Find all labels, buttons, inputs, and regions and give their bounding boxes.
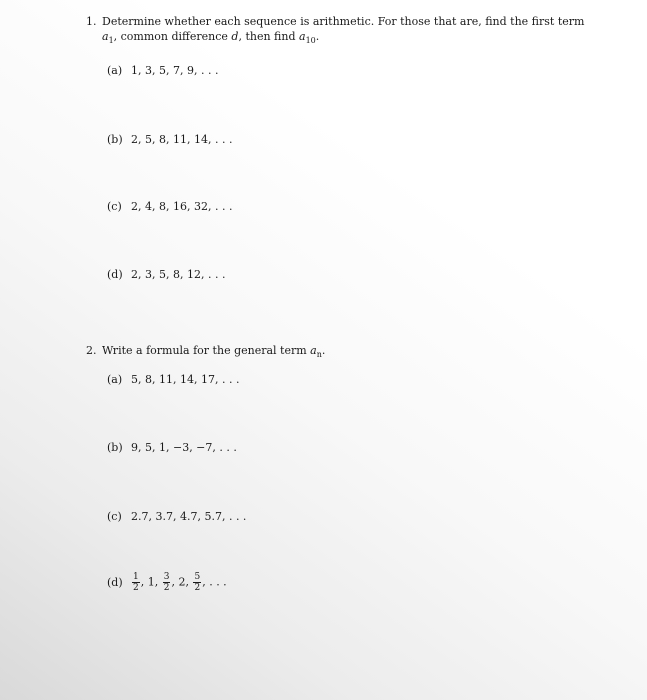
question-1-text-line2: $a_1$, common difference d, then find $a_{10}$.: [102, 30, 320, 45]
question-2-number: 2.: [86, 344, 97, 357]
part-sequence: 9, 5, 1, −3, −7, . . .: [131, 441, 237, 454]
fraction-three-halves: $\frac{3}{2}$: [163, 572, 170, 593]
question-2-part-d: (d) $\frac{1}{2}$ , 1, $\frac{3}{2}$ , 2, $\frac{5}{2}$ , . . .: [107, 572, 227, 593]
question-2-text: Write a formula for the general term: [102, 344, 311, 357]
question-1-text-line1: Determine whether each sequence is arithmetic. For those that are, find the first term: [102, 15, 585, 28]
part-sequence: 2, 4, 8, 16, 32, . . .: [131, 200, 233, 213]
part-label: (c): [107, 510, 122, 523]
fraction-five-halves: $\frac{5}{2}$: [194, 572, 201, 593]
part-sequence: 1, 3, 5, 7, 9, . . .: [131, 64, 219, 77]
question-1-part-c: [107, 200, 232, 213]
question-2-part-b: [107, 441, 237, 454]
part-label: (b): [107, 441, 123, 454]
question-1: [86, 14, 606, 44]
part-sequence: 2, 3, 5, 8, 12, . . .: [131, 268, 226, 281]
part-sequence: 5, 8, 11, 14, 17, . . .: [131, 373, 240, 386]
part-label: (d): [107, 268, 123, 281]
part-label: (a): [107, 373, 123, 386]
question-1-number: 1.: [86, 15, 97, 28]
part-label: (b): [107, 133, 123, 146]
part-label: (c): [107, 200, 122, 213]
part-sequence: 2.7, 3.7, 4.7, 5.7, . . .: [131, 510, 247, 523]
question-2-part-a: [107, 373, 239, 386]
question-1-part-d: [107, 268, 225, 281]
fraction-one-half: $\frac{1}{2}$: [133, 572, 139, 593]
part-label: (d): [107, 575, 123, 589]
question-2: 2. Write a formula for the general term $a_n$.: [86, 344, 326, 359]
question-1-part-a: [107, 64, 218, 77]
question-1-part-b: [107, 133, 232, 146]
part-label: (a): [107, 64, 123, 77]
question-2-part-c: [107, 510, 246, 523]
part-sequence: 2, 5, 8, 11, 14, . . .: [131, 133, 233, 146]
